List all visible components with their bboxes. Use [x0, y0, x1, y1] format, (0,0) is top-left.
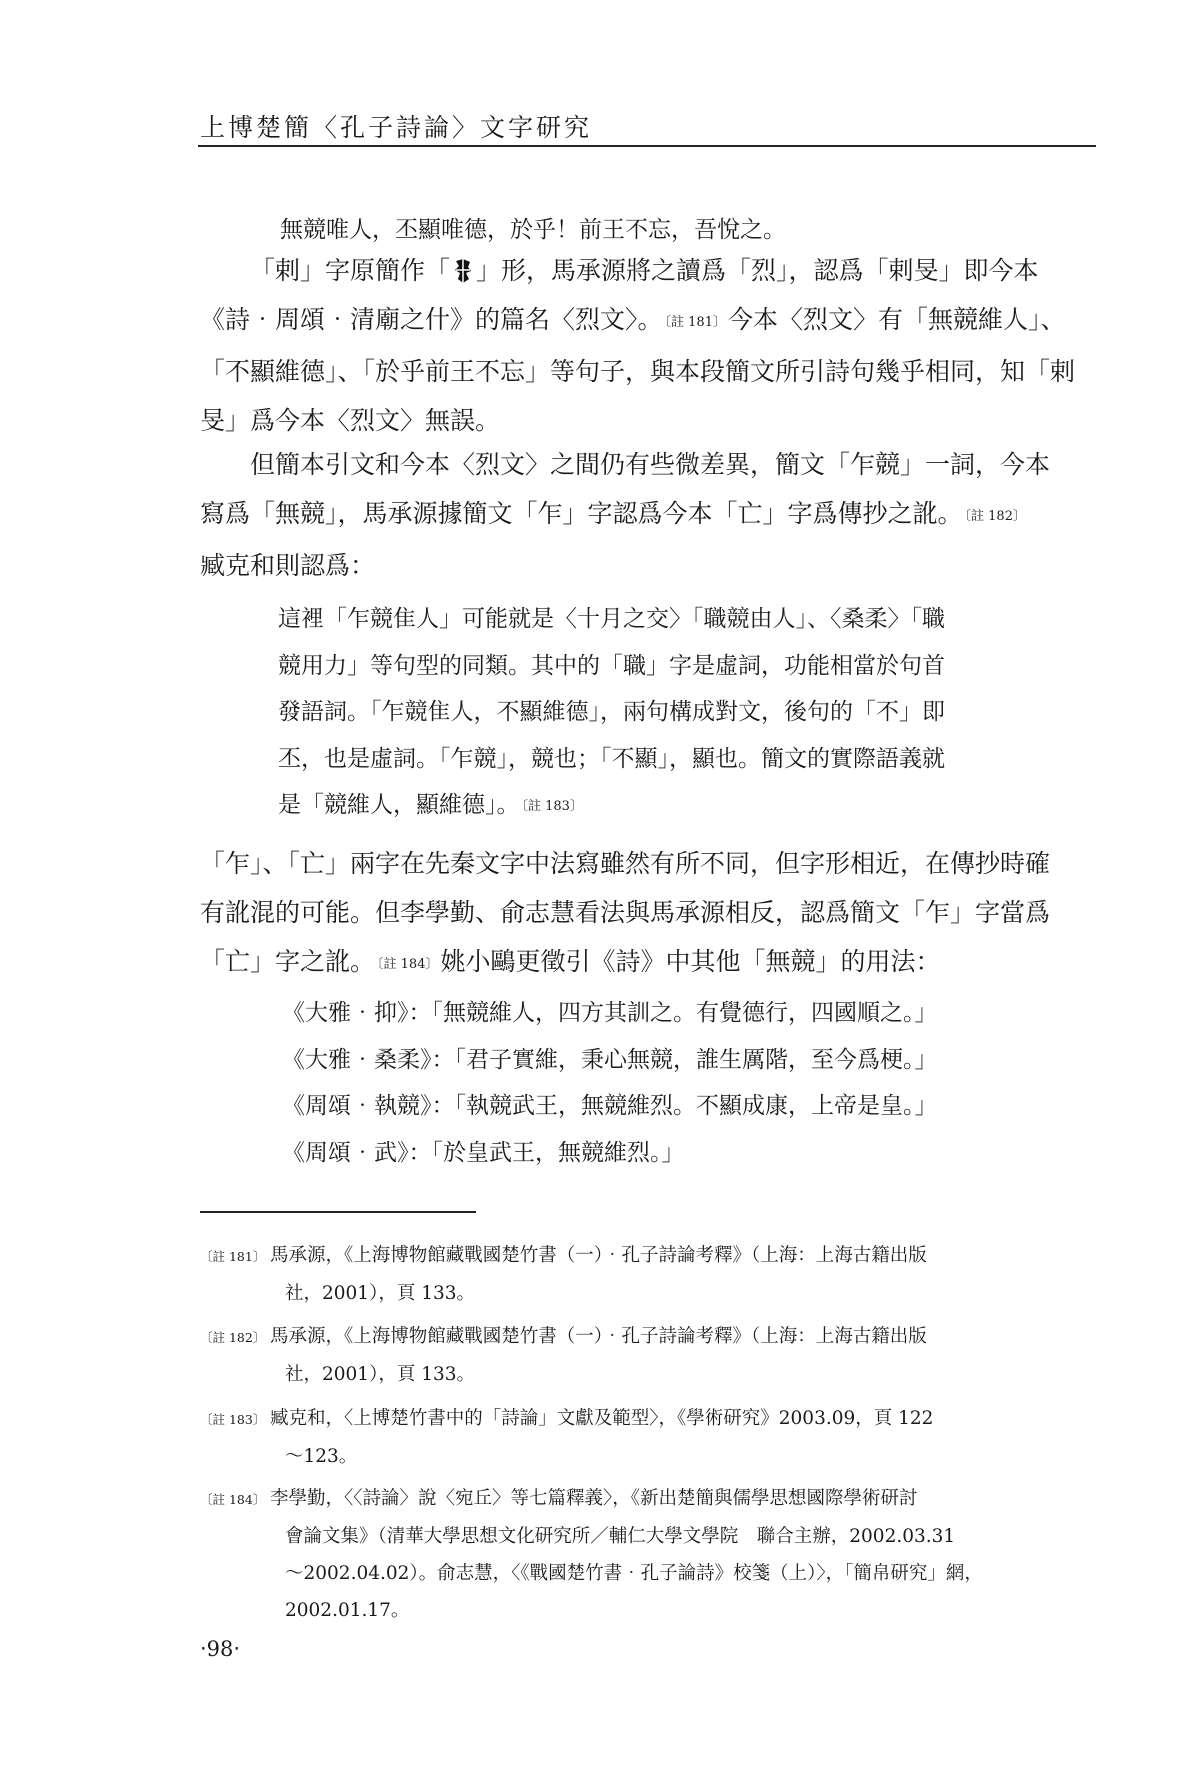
footnote-182 — [200, 1318, 927, 1393]
footnote-text: 馬承源，《上海博物館藏戰國楚竹書（一）‧孔子詩論考釋》（上海：上海古籍出版 — [270, 1326, 927, 1347]
block-quotation — [278, 596, 945, 831]
citation-list — [282, 990, 938, 1177]
top-quotation-line: 無競唯人，丕顯唯德，於乎！前王不忘，吾悅之。 — [280, 217, 786, 243]
paragraph-3-line-3-text-a: 「亡」字之訛。 — [200, 947, 376, 976]
paragraph-2-line-2 — [200, 489, 1050, 541]
paragraph-2 — [200, 440, 1050, 590]
footnote-181-line-2: 社，2001），頁 133。 — [285, 1283, 476, 1304]
footnote-183 — [200, 1400, 933, 1475]
paragraph-3 — [200, 839, 1050, 989]
paragraph-1-line-2-text-a: 《詩‧周頌‧清廟之什》的篇名〈烈文〉。 — [200, 305, 663, 334]
footnote-181-line-1 — [200, 1237, 927, 1275]
footnote-ref-182[interactable]: 〔註 182〕 — [964, 509, 1026, 524]
paragraph-3-line-3 — [200, 937, 1050, 989]
citation-item: 《周頌‧武》：「於皇武王，無競維烈。」 — [282, 1140, 685, 1167]
footnote-183-line-2: ～123。 — [285, 1446, 358, 1467]
footnote-number: 〔註 182〕 — [200, 1330, 266, 1345]
paragraph-1-line-1 — [200, 246, 1075, 295]
footnote-184-line-2: 會論文集》（清華大學思想文化研究所／輔仁大學文學院 聯合主辦，2002.03.31 — [285, 1526, 956, 1547]
footnote-184-line-4: 2002.01.17。 — [285, 1600, 410, 1621]
paragraph-1-line-3: 「不顯維德」、「於乎前王不忘」等句子，與本段簡文所引詩句幾乎相同，知「剌 — [200, 357, 1076, 386]
paragraph-1 — [200, 246, 1075, 445]
footnote-number: 〔註 184〕 — [200, 1492, 266, 1507]
footnote-number: 〔註 181〕 — [200, 1249, 266, 1264]
block-quotation-line-5 — [278, 782, 945, 831]
block-quotation-line-2: 競用力」等句型的同類。其中的「職」字是虛詞，功能相當於句首 — [278, 652, 945, 679]
footnote-182-line-1 — [200, 1318, 927, 1356]
paragraph-1-line-1-text-b: 」形，馬承源將之讀爲「烈」，認爲「剌旻」即今本 — [476, 256, 1039, 285]
footnote-text: 李學勤，〈〈詩論〉說〈宛丘〉等七篇釋義〉，《新出楚簡與儒學思想國際學術研討 — [270, 1488, 918, 1509]
footnote-text: 臧克和，〈上博楚竹書中的「詩論」文獻及範型〉，《學術研究》2003.09，頁 122 — [270, 1408, 934, 1429]
paragraph-2-line-1: 但簡本引文和今本〈烈文〉之間仍有些微差異，簡文「乍競」一詞，今本 — [250, 450, 1051, 479]
citation-item: 《大雅‧桑柔》：「君子實維，秉心無競，誰生厲階，至今爲梗。」 — [282, 1046, 938, 1073]
paragraph-2-line-3: 臧克和則認爲： — [200, 551, 376, 580]
block-quotation-line-1: 這裡「乍競隹人」可能就是〈十月之交〉「職競由人」、〈桑柔〉「職 — [278, 606, 945, 632]
footnote-184-line-1 — [200, 1480, 983, 1518]
footnote-182-line-2: 社，2001），頁 133。 — [285, 1364, 476, 1385]
footnote-184 — [200, 1480, 983, 1629]
running-header-title: 上博楚簡〈孔子詩論〉文字研究 — [200, 113, 593, 142]
paragraph-3-line-3-text-b: 姚小鷗更徵引《詩》中其他「無競」的用法： — [440, 947, 941, 976]
footnote-text: 馬承源，《上海博物館藏戰國楚竹書（一）‧孔子詩論考釋》（上海：上海古籍出版 — [270, 1245, 927, 1266]
footnote-ref-184[interactable]: 〔註 184〕 — [377, 957, 439, 972]
footnote-184-line-3: ～2002.04.02）。俞志慧，〈《戰國楚竹書‧孔子論詩》校箋（上）〉，「簡帛研究」網， — [285, 1563, 983, 1584]
paragraph-1-line-2-text-b: 今本〈烈文〉有「無競維人」、 — [727, 305, 1066, 334]
footnote-separator — [200, 1211, 476, 1213]
block-quotation-line-3: 發語詞。「乍競隹人，不顯維德」，兩句構成對文，後句的「不」即 — [278, 699, 945, 725]
footnote-number: 〔註 183〕 — [200, 1412, 266, 1427]
citation-item: 《大雅‧抑》：「無競維人，四方其訓之。有覺德行，四國順之。」 — [282, 1000, 938, 1026]
paragraph-1-line-2 — [200, 295, 1075, 347]
footnote-183-line-1 — [200, 1400, 933, 1438]
paragraph-3-line-2: 有訛混的可能。但李學勤、俞志慧看法與馬承源相反，認爲簡文「乍」字當爲 — [200, 898, 1051, 927]
footnote-ref-181[interactable]: 〔註 181〕 — [664, 315, 726, 330]
footnote-ref-183[interactable]: 〔註 183〕 — [521, 799, 583, 814]
citation-item: 《周頌‧執競》：「執競武王，無競維烈。不顯成康，上帝是皇。」 — [282, 1093, 938, 1120]
block-quotation-line-5-text: 是「競維人，顯維德」。 — [278, 792, 520, 818]
paragraph-3-line-1: 「乍」、「亡」兩字在先秦文字中法寫雖然有所不同，但字形相近，在傳抄時確 — [200, 849, 1051, 878]
header-rule — [198, 145, 1096, 147]
paragraph-2-line-2-text: 寫爲「無競」，馬承源據簡文「乍」字認爲今本「亡」字爲傳抄之訛。 — [200, 499, 963, 528]
ancient-glyph-image — [452, 257, 474, 285]
footnote-181 — [200, 1237, 927, 1312]
page-number: ‧98‧ — [200, 1637, 241, 1661]
paragraph-1-line-1-text-a: 「剌」字原簡作「 — [250, 256, 451, 285]
paragraph-1-line-4: 旻」爲今本〈烈文〉無誤。 — [200, 406, 501, 435]
block-quotation-line-4: 丕，也是虛詞。「乍競」，競也；「不顯」，顯也。簡文的實際語義就 — [278, 745, 945, 772]
